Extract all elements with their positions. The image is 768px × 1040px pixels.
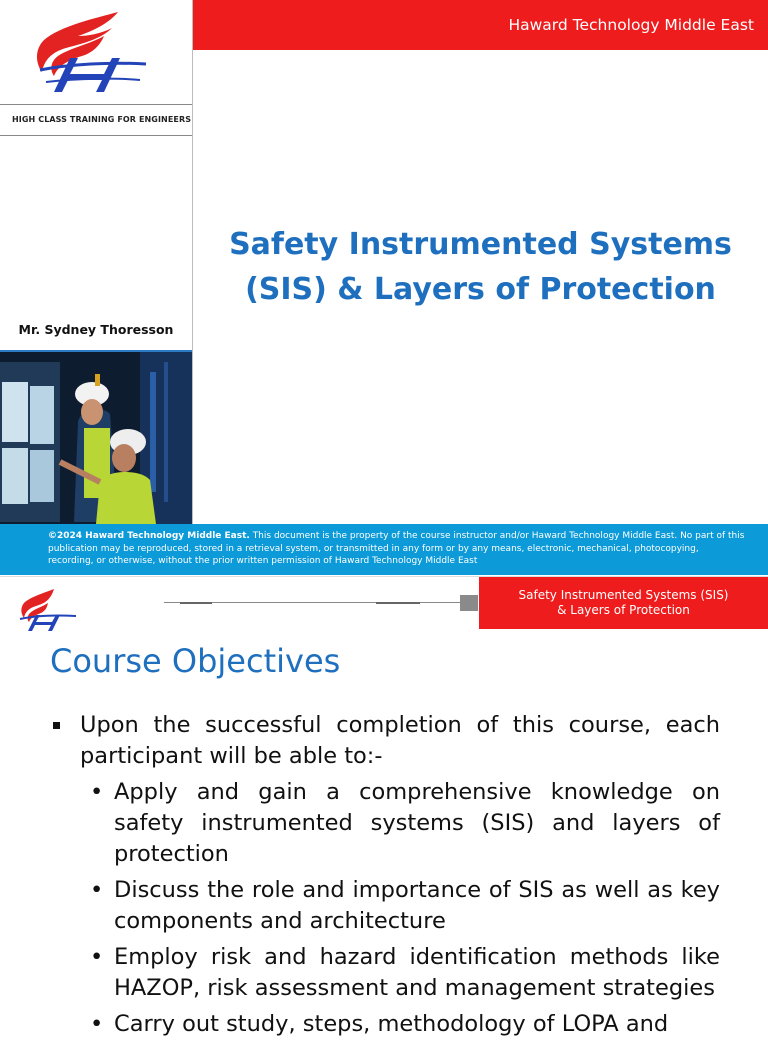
bullet-icon: •: [90, 877, 104, 903]
course-tag: [479, 577, 768, 629]
objective-text: Employ risk and hazard identification methods like HAZOP, risk assessment and management strategies: [114, 944, 720, 1001]
objectives-content: [50, 710, 720, 1040]
course-tag-line2: & Layers of Protection: [557, 603, 690, 617]
objectives-slide: [0, 576, 768, 1037]
list-item: [90, 1009, 720, 1040]
objective-text: Discuss the role and importance of SIS as well as key components and architecture: [114, 877, 720, 934]
course-title-line2: (SIS) & Layers of Protection: [245, 272, 716, 307]
copyright-footer: [0, 524, 768, 575]
list-item: [50, 710, 720, 772]
tagline: HIGH CLASS TRAINING FOR ENGINEERS: [0, 104, 192, 136]
company-logo: [0, 0, 192, 104]
square-bullet-icon: [53, 722, 60, 729]
haward-logo-icon: [0, 0, 192, 104]
copyright-holder: ©2024 Haward Technology Middle East.: [48, 531, 250, 541]
objective-text: Carry out study, steps, methodology of LOPA and: [114, 1011, 669, 1037]
header-bar: [193, 0, 768, 50]
instructor-name: Mr. Sydney Thoresson: [18, 322, 174, 337]
objectives-intro: Upon the successful completion of this course, each participant will be able to:-: [80, 712, 720, 769]
course-tag-line1: Safety Instrumented Systems (SIS): [518, 588, 729, 602]
bullet-icon: •: [90, 944, 104, 970]
list-item: [90, 942, 720, 1004]
course-title: [193, 222, 768, 312]
objective-text: Apply and gain a comprehensive knowledge on safety instrumented systems (SIS) and layers of protection: [114, 779, 720, 867]
list-item: [90, 875, 720, 937]
company-logo-small: [14, 585, 82, 633]
bullet-icon: •: [90, 1011, 104, 1037]
bullet-icon: •: [90, 779, 104, 805]
list-item: [90, 777, 720, 870]
company-name: Haward Technology Middle East: [508, 16, 754, 34]
haward-logo-icon: [14, 585, 82, 633]
header-rule-marker: [460, 595, 478, 611]
engineers-control-room-photo: [0, 350, 192, 524]
slide-heading: Course Objectives: [50, 642, 341, 680]
left-column: [0, 0, 193, 524]
control-room-image: [0, 352, 192, 524]
copyright-text: This document is the property of the course instructor and/or Haward Technology Middle East. No part of this publication may be reproduced, stored in a retrieval system, or transmitted in any form or by any means, electronic, mechanical, photocopying, recording, or otherwise, without the prior written permission of Haward Technology Middle East: [48, 531, 745, 567]
header-rule-accent: [376, 602, 420, 604]
header-rule-accent: [180, 602, 212, 604]
course-title-line1: Safety Instrumented Systems: [229, 227, 732, 262]
